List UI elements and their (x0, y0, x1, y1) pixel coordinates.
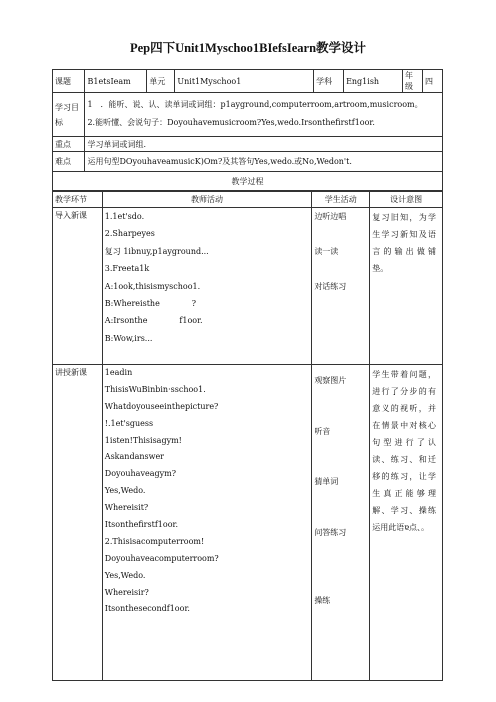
row1-teacher-line: 1.1et'sdo. (104, 212, 145, 221)
row2-teacher (102, 365, 312, 681)
row2-teacher-line: Whereisit? (104, 503, 149, 513)
row2-student-line: 听音 (314, 426, 331, 436)
row1-teacher-line: B:Whereisthe ? (104, 298, 197, 308)
label-focus: 重点 (53, 137, 85, 152)
row2-student (312, 365, 370, 681)
row2-student-line (314, 390, 367, 407)
unit-value: Unit1Myschoo1 (175, 70, 314, 93)
row1-student-line: 对话练习 (314, 281, 347, 291)
label-goals: 学习目标 (53, 93, 85, 137)
row2-teacher-line: Itsonthesecondf1oor. (104, 604, 190, 614)
row1-teacher-line: 2.Sharpeyes (104, 229, 155, 239)
row1-teacher-line: A:1ook,thisismyschoo1. (104, 281, 201, 291)
topic-value: B1etsIeam (85, 70, 147, 93)
label-grade: 年级 (402, 70, 422, 93)
grade-value: 四 (422, 70, 442, 93)
row1-student-line: 边听边唱 (314, 212, 347, 221)
row2-teacher-line: 2.Thisisacomputerroom! (104, 536, 205, 546)
row2-student-line (314, 457, 367, 474)
goal-2: 2.能听懂、会说句子：Doyouhavemusicroom?Yes,wedo.Irsonthefirstf1oor. (87, 117, 375, 127)
row2-teacher-line: Askandanswer (104, 452, 165, 462)
row2-intent: 学生带着问题，进行了分步的有意义的视听，并在情景中对核心句型进行了认读、练习、和迁移的练习，让学生真正能够理解、学习、操练运用此语ɐ点、。 (370, 365, 443, 681)
row2-teacher-line: Doyouhaveacomputerroom? (104, 553, 219, 563)
col-intent-header: 设计意图 (370, 191, 443, 208)
label-topic: 课题 (53, 70, 85, 93)
col-stage-header: 教学环节 (53, 191, 103, 208)
row2-teacher-line: Yes,Wedo. (104, 570, 146, 580)
row2-teacher-line: 1isten!Thisisagym! (104, 435, 182, 445)
row1-teacher (102, 208, 312, 365)
subject-value: Eng1ish (344, 70, 403, 93)
row2-student-line (314, 542, 367, 559)
label-difficulty: 难点 (53, 152, 85, 172)
row2-teacher-line: Whatdoyouseeinthepicture? (104, 401, 219, 411)
label-subject: 学科 (314, 70, 344, 93)
row2-student-line: 猜单词 (314, 477, 339, 487)
lesson-info-table (52, 69, 443, 192)
label-unit: 单元 (147, 70, 175, 93)
row2-teacher-line: Doyouhaveagym? (104, 469, 176, 479)
row2-student-line (314, 491, 367, 508)
row1-teacher-line: 复习 1ibnuy,p1ayground... (104, 246, 209, 256)
row2-student-line: 操练 (314, 595, 331, 605)
process-heading: 教学过程 (53, 172, 443, 192)
row2-teacher-line: Itsonthefirstf1oor. (104, 520, 178, 530)
row2-student-line (314, 407, 367, 424)
row1-teacher-line: B:Wow,irs... (104, 333, 153, 343)
row1-teacher-line: 3.Freeta1k (104, 264, 150, 274)
row1-student-line (314, 225, 367, 242)
row2-teacher-line: ThisisWuBinbin·sschoo1. (104, 384, 206, 394)
row2-student-line (314, 508, 367, 525)
row2-teacher-line: Whereisir? (104, 587, 149, 597)
row1-student (312, 208, 370, 365)
row2-student-line (314, 559, 367, 576)
row1-stage: 导入新课 (53, 208, 103, 365)
document-title: Pep四下Unit1Myschoo1BIefsIearn教学设计 (129, 41, 367, 55)
row2-teacher-line: !.1et'sguess (104, 418, 154, 428)
row2-teacher-line: 1eadin (104, 368, 133, 377)
goal-1: 1 ．能听、说、认、读单词或词组：p1ayground,computerroom,artroom,musicroom。 (87, 100, 423, 109)
difficulty-value: 运用句型DOyouhaveamusicK)Om?及其答句Yes,wedo.或No,Wedon't. (85, 152, 443, 172)
teaching-process-table (52, 190, 443, 681)
row2-student-line: 观察图片 (314, 376, 347, 385)
row2-student-line (314, 441, 367, 458)
row2-student-line: 问答练习 (314, 528, 347, 538)
row1-teacher-line: A:Irsonthe f1oor. (104, 316, 203, 326)
focus-value: 学习单词或词组. (85, 137, 443, 152)
row1-intent: 复习旧知，为学生学习新知及语言的输出做铺垫。 (370, 208, 443, 365)
row2-student-line (314, 576, 367, 593)
goals-cell (85, 93, 443, 137)
row2-stage: 讲授新课 (53, 365, 103, 681)
row1-student-line: 读一读 (314, 246, 339, 256)
col-teacher-header: 教师活动 (102, 191, 312, 208)
row2-teacher-line: Yes,Wedo. (104, 486, 146, 496)
col-student-header: 学生活动 (312, 191, 370, 208)
row1-student-line (314, 260, 367, 277)
